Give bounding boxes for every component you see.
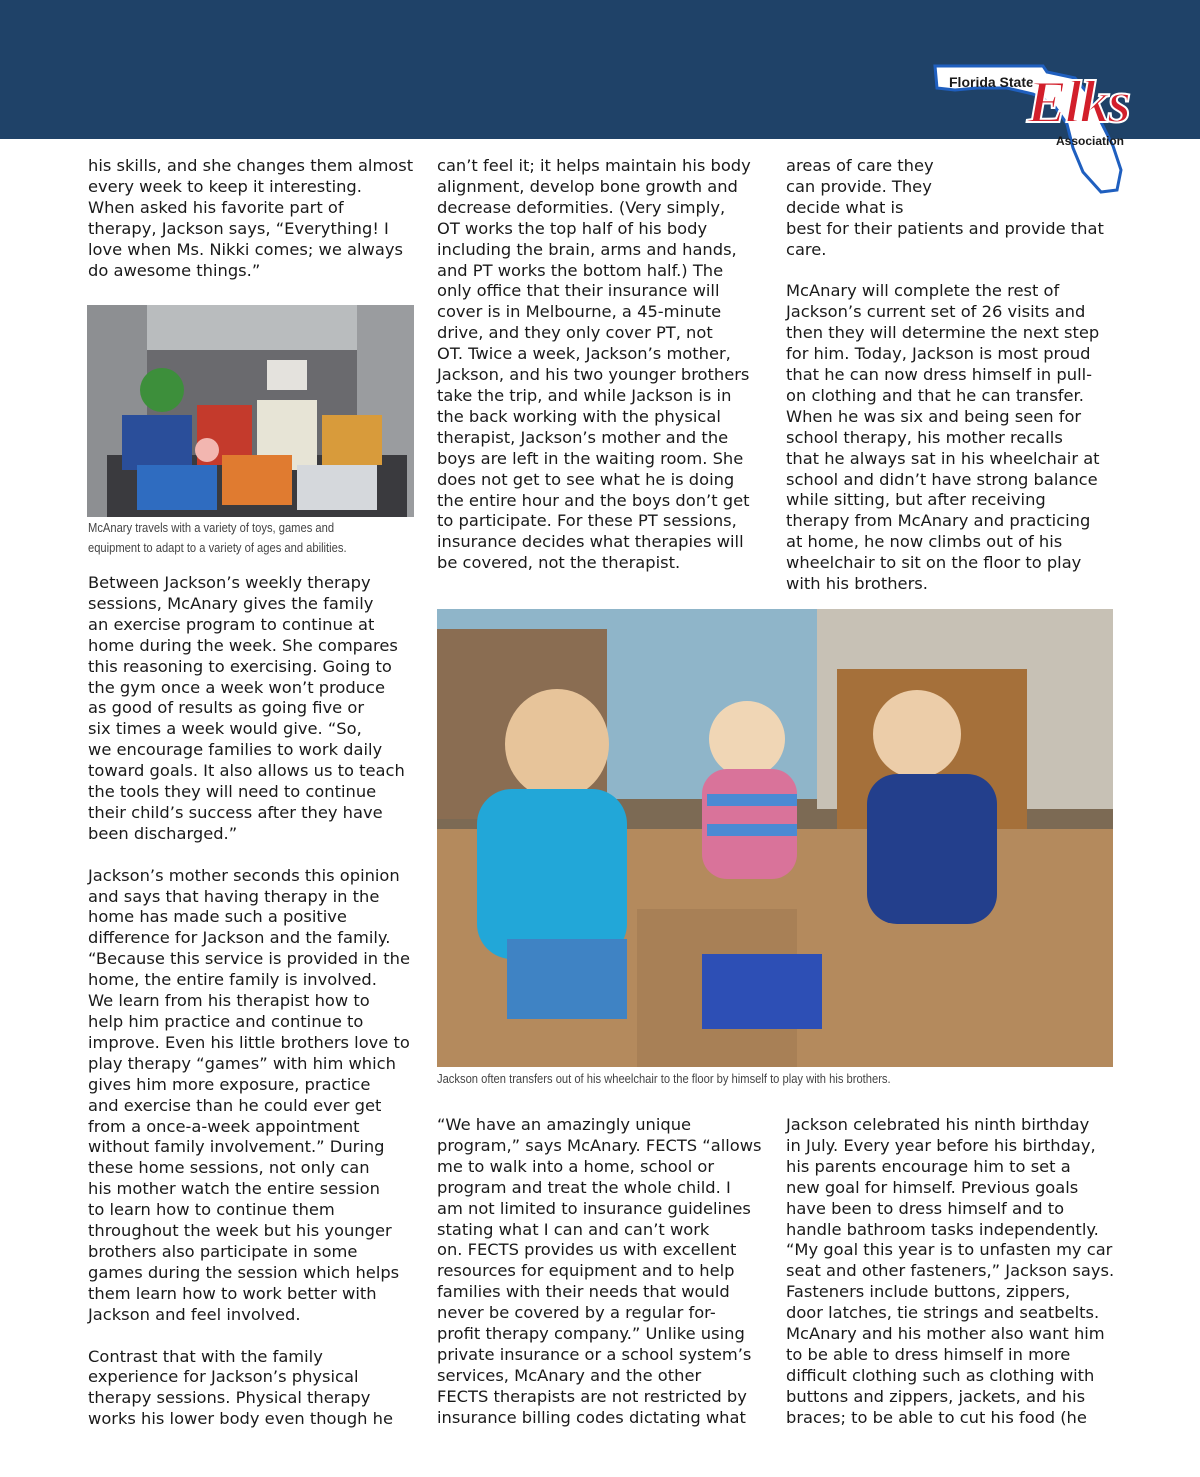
column-3-top bbox=[786, 156, 1126, 595]
column-1-top bbox=[88, 156, 428, 281]
logo-text-florida-state: Florida State bbox=[949, 74, 1034, 90]
col1-paragraph-4: Contrast that with the family experience for Jackson’s physical therapy sessions. Physical therapy works his lower body even though he bbox=[88, 1346, 393, 1429]
col3-paragraph-3: Jackson celebrated his ninth birthday in July. Every year before his birthday, his parents encourage him to set a new goal for himself. Previous goals have been to dress himself and to handle bathroom tasks independently. “My goal this year is to unfasten my car seat and other fasteners,” Jackson says. Fasteners include buttons, zippers, door latches, tie strings and seatbelts. McAnary and his mother also want him to be able to dress himself in more difficult clothing such as clothing with buttons and zippers, jackets, and his braces; to be able to cut his food (he bbox=[786, 1115, 1115, 1427]
column-2-bottom bbox=[437, 1115, 777, 1429]
col1-paragraph-2: Between Jackson’s weekly therapy sessions, McAnary gives the family an exercise program to continue at home during the week. She compares this reasoning to exercising. Going to the gym once a week won’t produce as good of results as going five or six times a week would give. “So, we encourage families to work daily toward goals. It also allows us to teach the tools they will need to continue their child’s success after they have been discharged.” bbox=[88, 573, 405, 843]
column-3-bottom bbox=[786, 1115, 1126, 1429]
col3-paragraph-2: McAnary will complete the rest of Jackson’s current set of 26 visits and then they will determine the next step for him. Today, Jackson is most proud that he can now dress himself in pull- on clothing and that he can transfer. When he was six and being seen for school therapy, his mother recalls that he always sat in his wheelchair at school and didn’t have strong balance while sitting, but after receiving therapy from McAnary and practicing at home, he now climbs out of his wheelchair to sit on the floor to play with his brothers. bbox=[786, 281, 1100, 594]
col2-paragraph-2: “We have an amazingly unique program,” says McAnary. FECTS “allows me to walk into a home, school or program and treat the whole child. I am not limited to insurance guidelines stating what I can and can’t work on. FECTS provides us with excellent resources for equipment and to help families with their needs that would never be covered by a regular for- profit therapy company.” Unlike using private insurance or a school system’s services, McAnary and the other FECTS therapists are not restricted by insurance billing codes dictating what bbox=[437, 1115, 762, 1427]
toys-in-car-photo bbox=[87, 305, 414, 517]
brothers-playing-photo bbox=[437, 609, 1113, 1067]
col3-paragraph-1: areas of care they can provide. They decide what is best for their patients and provide that care. bbox=[786, 156, 1104, 259]
column-2-top bbox=[437, 156, 777, 574]
logo-text-association: Association bbox=[1056, 134, 1125, 148]
logo-text-elks: Elks bbox=[1027, 69, 1130, 135]
toys-photo-caption: McAnary travels with a variety of toys, games and equipment to adapt to a variety of ages and abilities. bbox=[88, 520, 347, 555]
col2-paragraph-1: can’t feel it; it helps maintain his body alignment, develop bone growth and decrease deformities. (Very simply, OT works the top half of his body including the brain, arms and hands, and PT works the bottom half.) The only office that their insurance will cover is in Melbourne, a 45-minute drive, and they only cover PT, not OT. Twice a week, Jackson’s mother, Jackson, and his two younger brothers take the trip, and while Jackson is in the back working with the physical therapist, Jackson’s mother and the boys are left in the waiting room. She does not get to see what he is doing the entire hour and the boys don’t get to participate. For these PT sessions, insurance decides what therapies will be covered, not the therapist. bbox=[437, 156, 751, 573]
column-1-bottom bbox=[88, 573, 428, 1430]
brothers-photo-caption: Jackson often transfers out of his wheelchair to the floor by himself to play with his brothers. bbox=[437, 1071, 891, 1086]
col1-paragraph-1: his skills, and she changes them almost every week to keep it interesting. When asked his favorite part of therapy, Jackson says, “Everything! I love when Ms. Nikki comes; we always do awesome things.” bbox=[88, 156, 414, 280]
col1-paragraph-3: Jackson’s mother seconds this opinion and says that having therapy in the home has made such a positive difference for Jackson and the family. “Because this service is provided in the home, the entire family is involved. We learn from his therapist how to help him practice and continue to improve. Even his little brothers love to play therapy “games” with him which gives him more exposure, practice and exercise than he could ever get from a once-a-week appointment without family involvement.” During these home sessions, not only can his mother watch the entire session to learn how to continue them throughout the week but his younger brothers also participate in some games during the session which helps them learn how to work better with Jackson and feel involved. bbox=[88, 865, 410, 1324]
